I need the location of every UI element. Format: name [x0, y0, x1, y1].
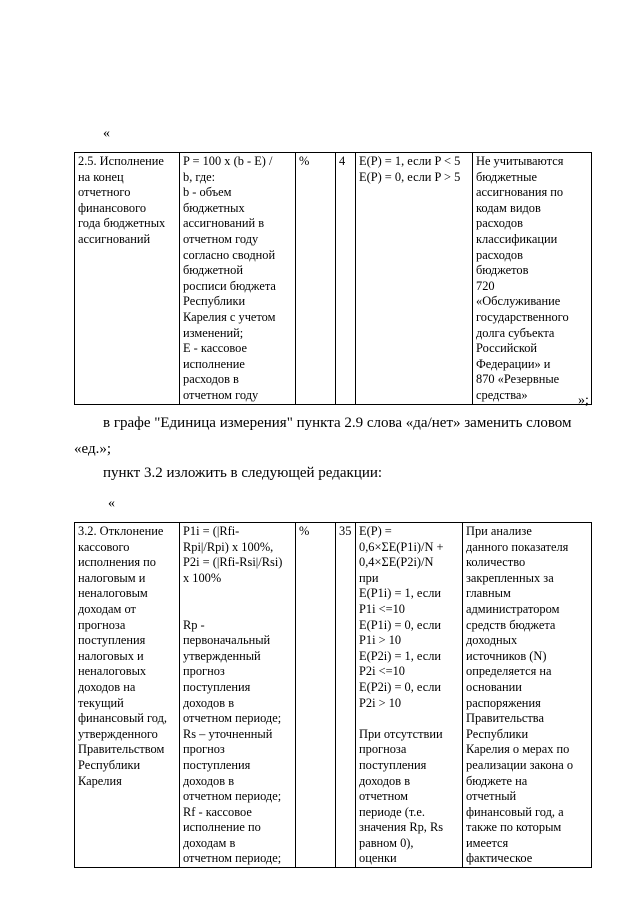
indicator-name-cell: 2.5. Исполнение на конец отчетного финансового года бюджетных ассигнований	[75, 153, 180, 405]
formula-cell: P = 100 x (b - E) / b, где: b - объем бюджетных ассигнований в отчетном году согласно сводной бюджетной росписи бюджета Республики Карелия с учетом изменений; E - кассовое исполнение расходов в отчетном году	[180, 153, 296, 405]
amendment-paragraph-2-9: в графе "Единица измерения" пункта 2.9 слова «да/нет» заменить словом «ед.»;	[74, 415, 572, 457]
evaluation-cell: E(P) = 1, если P < 5 E(P) = 0, если P > 5	[356, 153, 473, 405]
note-cell: Не учитываются бюджетные ассигнования по кодам видов расходов классификации расходов бюджетов 720 «Обслуживание государственного долга субъекта Российской Федерации» и 870 «Резервные средства»	[473, 153, 592, 405]
indicator-table-2-5	[74, 152, 592, 405]
indicator-table-3-2	[74, 522, 592, 868]
opening-quote-2: «	[108, 496, 115, 511]
opening-quote-1: «	[103, 126, 110, 141]
unit-cell: %	[296, 153, 336, 405]
weight-cell: 35	[336, 523, 356, 868]
indicator-name-cell: 3.2. Отклонение кассового исполнения по налоговым и неналоговым доходам от прогноза поступления налоговых и неналоговых доходов на текущий финансовый год, утвержденного Правительством Республики Карелия	[75, 523, 180, 868]
formula-cell: P1i = (|Rfi- Rpi|/Rpi) x 100%, P2i = (|Rfi-Rsi|/Rsi) x 100% Rp - первоначальный утвержденный прогноз поступления доходов в отчетном периоде; Rs – уточненный прогноз поступления доходов в отчетном периоде; Rf - кассовое исполнение по доходам в отчетном периоде;	[180, 523, 296, 868]
weight-cell: 4	[336, 153, 356, 405]
note-cell: При анализе данного показателя количество закрепленных за главным администратором средств бюджета доходных источников (N) определяется на основании распоряжения Правительства Республики Карелия о мерах по реализации закона о бюджете на отчетный финансовый год, а также по которым имеется фактическое	[463, 523, 592, 868]
evaluation-cell: E(P) = 0,6×ΣE(P1i)/N + 0,4×ΣE(P2i)/N при E(P1i) = 1, если P1i <=10 E(P1i) = 0, если P1i > 10 E(P2i) = 1, если P2i <=10 E(P2i) = 0, если P2i > 10 При отсутствии прогноза поступления доходов в отчетном периоде (т.е. значения Rp, Rs равном 0), оценки	[356, 523, 463, 868]
table-row	[75, 523, 592, 868]
unit-cell: %	[296, 523, 336, 868]
amendment-paragraph-3-2: пункт 3.2 изложить в следующей редакции:	[103, 465, 383, 481]
table-row	[75, 153, 592, 405]
closing-quote-1: »;	[578, 393, 589, 408]
